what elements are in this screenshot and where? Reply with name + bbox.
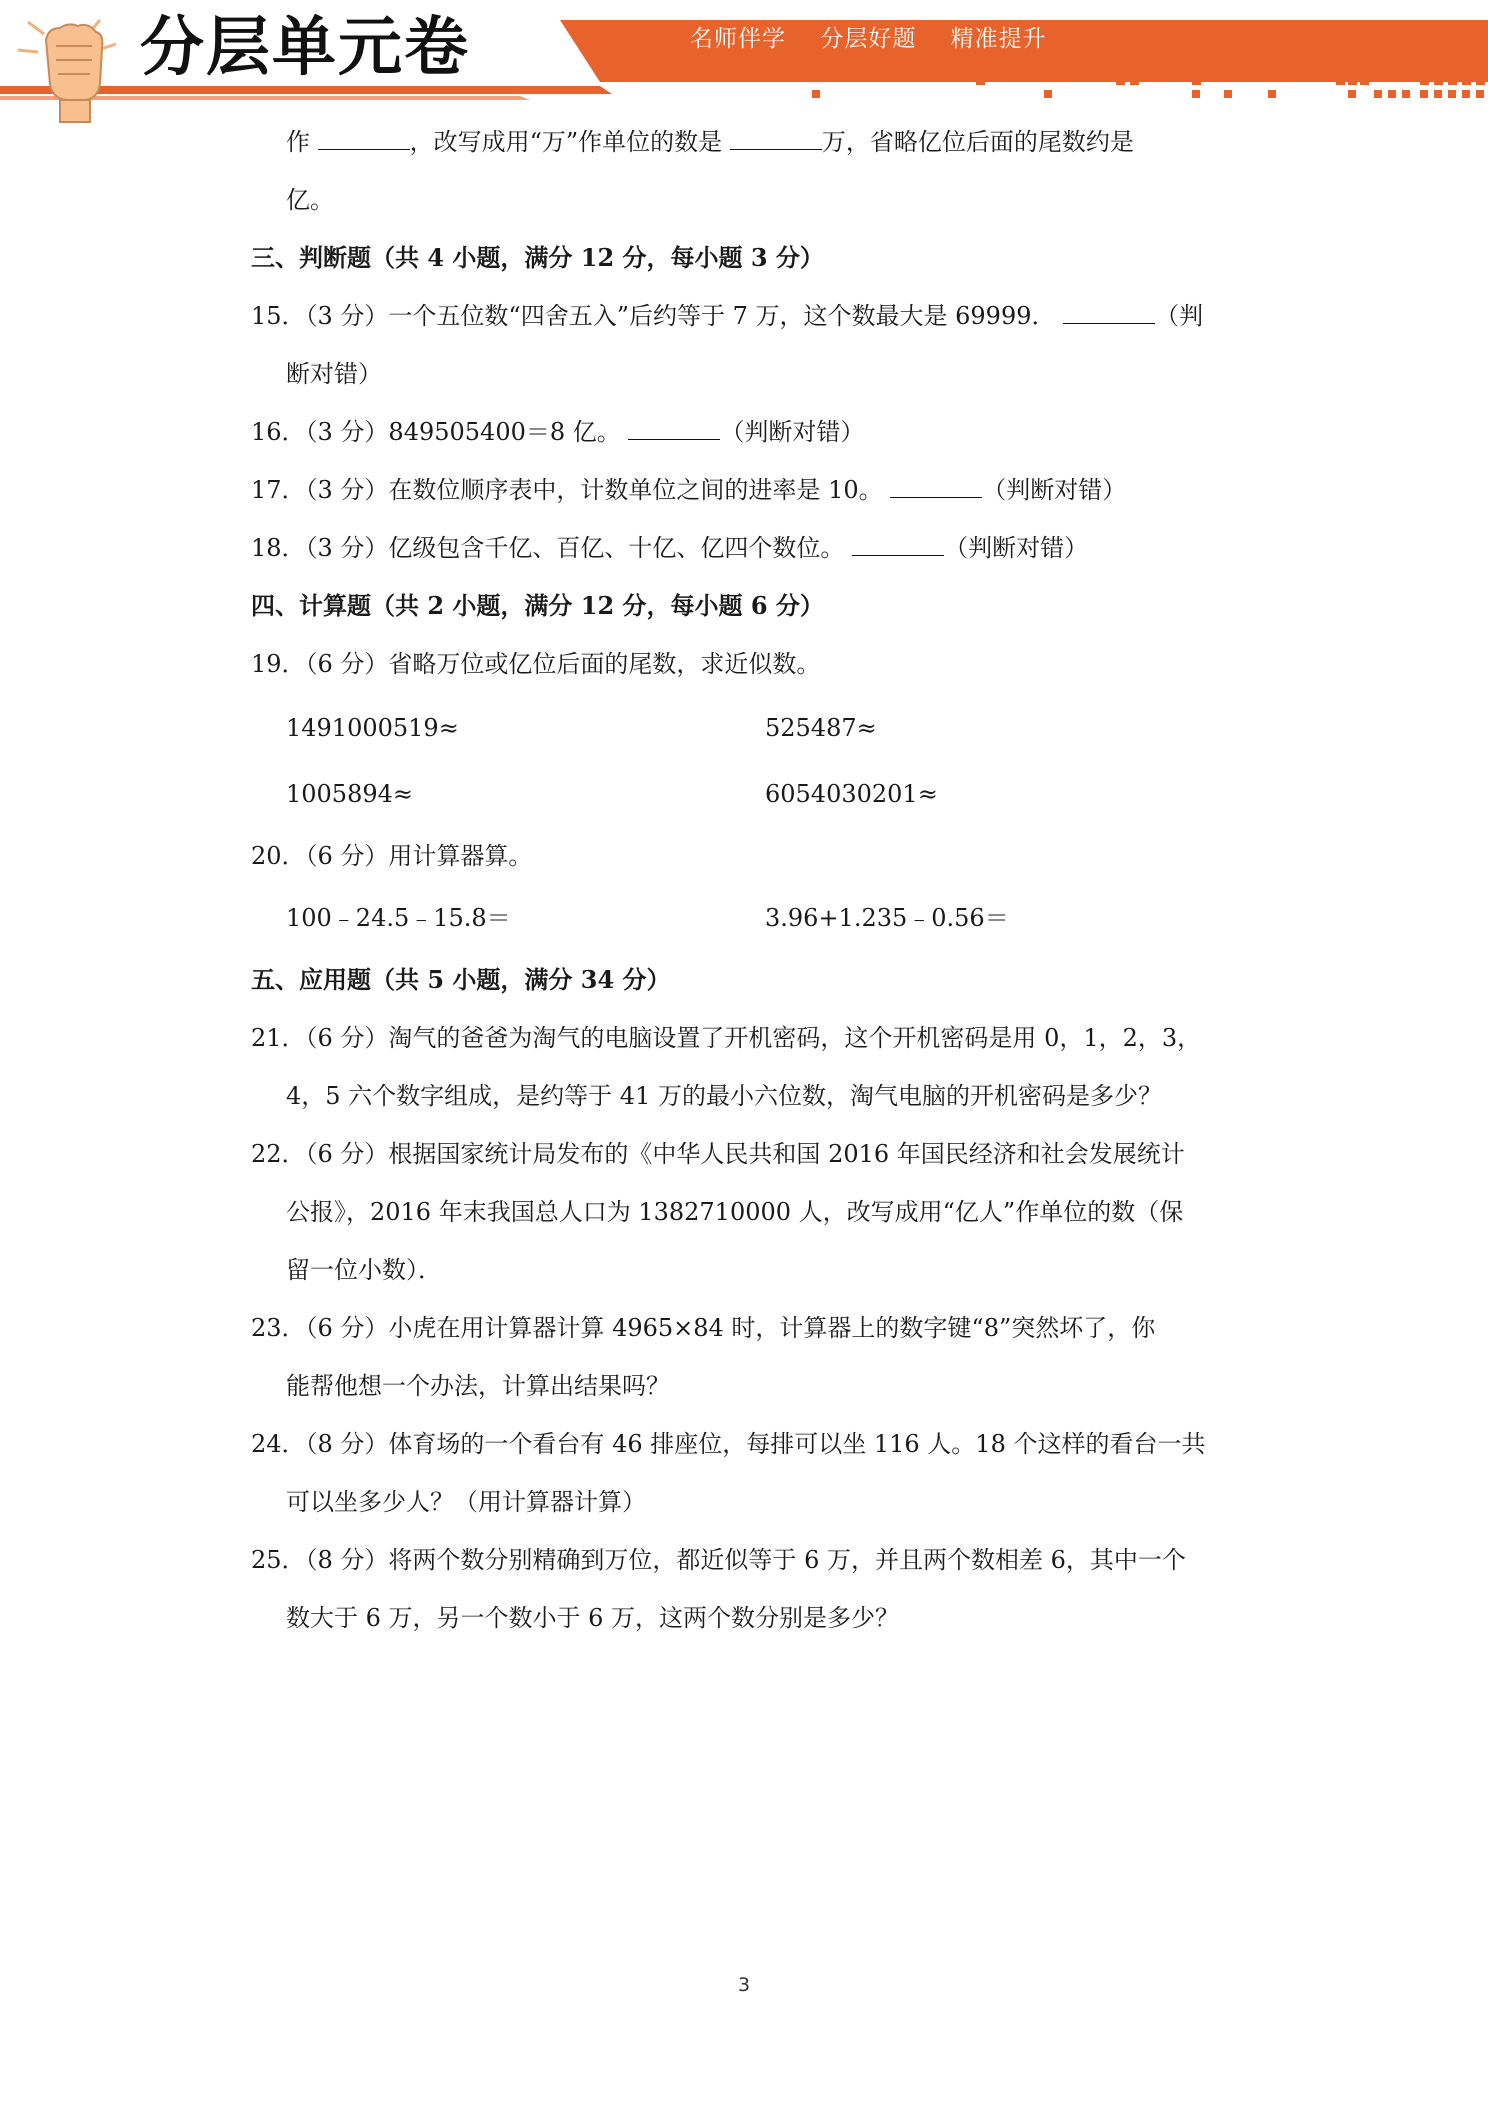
fist-icon [8, 0, 138, 125]
slogan-3: 精准提升 [950, 26, 1047, 52]
question-18 [251, 532, 1088, 564]
text: ，改写成用“万”作单位的数是 [409, 128, 723, 156]
text: （判断对错） [944, 534, 1089, 562]
question-15 [251, 300, 1203, 332]
text: （判 [1155, 302, 1204, 330]
q14-end: 亿。 [286, 186, 334, 214]
text: 18．（3 分）亿级包含千亿、百亿、十亿、亿四个数位。 [251, 534, 845, 562]
slogan-1: 名师伴学 [690, 26, 786, 52]
answer-blank[interactable] [890, 475, 982, 498]
q19-item-2: 525487≈ [765, 714, 877, 742]
text: 16．（3 分）849505400＝8 亿。 [251, 418, 621, 446]
question-22-line-2: 公报》，2016 年末我国总人口为 1382710000 人，改写成用“亿人”作单位的数（保 [286, 1198, 1184, 1226]
question-23-line-2: 能帮他想一个办法，计算出结果吗？ [286, 1372, 670, 1400]
section-heading-judgement: 三、判断题（共 4 小题，满分 12 分，每小题 3 分） [251, 243, 824, 272]
q14-continuation [286, 126, 1134, 158]
page-number: 3 [737, 1974, 751, 1996]
answer-blank[interactable] [628, 417, 720, 440]
answer-blank[interactable] [852, 533, 944, 556]
question-24-line-1: 24．（8 分）体育场的一个看台有 46 排座位，每排可以坐 116 人。18 个这样的看台一共 [251, 1430, 1206, 1458]
question-16 [251, 416, 864, 448]
question-22-line-1: 22．（6 分）根据国家统计局发布的《中华人民共和国 2016 年国民经济和社会发展统计 [251, 1140, 1185, 1168]
question-23-line-1: 23．（6 分）小虎在用计算器计算 4965×84 时，计算器上的数字键“8”突然坏了，你 [251, 1314, 1156, 1342]
brand-title: 分层单元卷 [140, 11, 470, 85]
question-25-line-2: 数大于 6 万，另一个数小于 6 万，这两个数分别是多少？ [286, 1604, 900, 1632]
page-header [0, 0, 1488, 125]
question-24-line-2: 可以坐多少人？（用计算器计算） [286, 1488, 646, 1516]
text: 15．（3 分）一个五位数“四舍五入”后约等于 7 万，这个数最大是 69999． [251, 302, 1056, 330]
q19-item-1: 1491000519≈ [286, 714, 459, 742]
answer-blank[interactable] [730, 127, 822, 150]
section-heading-application: 五、应用题（共 5 小题，满分 34 分） [251, 965, 671, 994]
text: 17．（3 分）在数位顺序表中，计数单位之间的进率是 10。 [251, 476, 883, 504]
q20-item-1: 100﹣24.5﹣15.8＝ [286, 904, 511, 932]
q20-item-2: 3.96+1.235﹣0.56＝ [765, 904, 1009, 932]
header-slogan [690, 20, 1073, 53]
question-21-line-2: 4，5 六个数字组成，是约等于 41 万的最小六位数，淘气电脑的开机密码是多少？ [286, 1082, 1162, 1110]
text: 万，省略亿位后面的尾数约是 [821, 128, 1134, 156]
question-22-line-3: 留一位小数）． [286, 1256, 442, 1284]
question-21-line-1: 21．（6 分）淘气的爸爸为淘气的电脑设置了开机密码，这个开机密码是用 0，1，2，3， [251, 1024, 1202, 1052]
text: （判断对错） [720, 418, 865, 446]
text: 作 [286, 128, 310, 156]
q19-item-4: 6054030201≈ [765, 780, 938, 808]
question-15-end: 断对错） [286, 360, 382, 388]
section-heading-calc: 四、计算题（共 2 小题，满分 12 分，每小题 6 分） [251, 591, 824, 620]
text: （判断对错） [982, 476, 1127, 504]
slogan-2: 分层好题 [820, 26, 917, 52]
answer-blank[interactable] [318, 127, 410, 150]
question-19: 19．（6 分）省略万位或亿位后面的尾数，求近似数。 [251, 650, 821, 678]
answer-blank[interactable] [1063, 301, 1155, 324]
q19-item-3: 1005894≈ [286, 780, 413, 808]
question-25-line-1: 25．（8 分）将两个数分别精确到万位，都近似等于 6 万，并且两个数相差 6，其中一个 [251, 1546, 1186, 1574]
question-17 [251, 474, 1126, 506]
question-20: 20．（6 分）用计算器算。 [251, 842, 533, 870]
